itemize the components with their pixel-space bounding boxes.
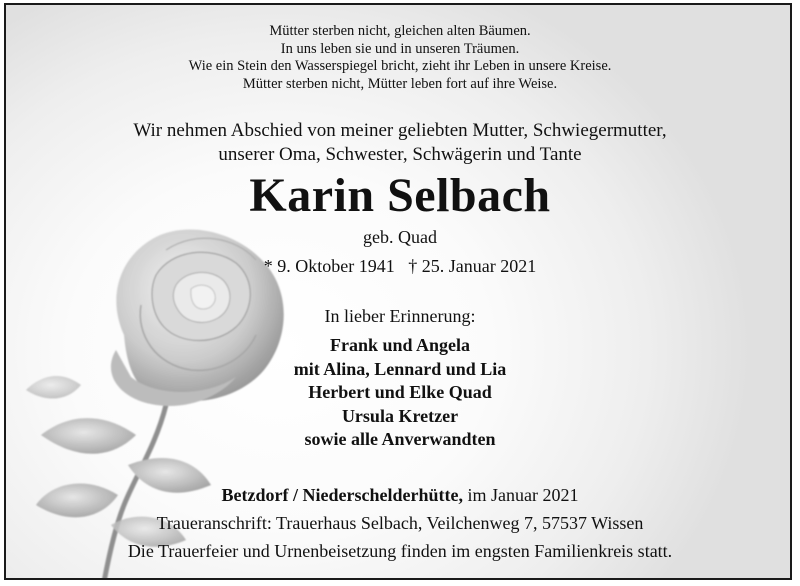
mourner-line: Herbert und Elke Quad xyxy=(308,382,492,402)
poem-line: Mütter sterben nicht, Mütter leben fort auf ihre Weise. xyxy=(242,75,558,92)
mourner-line: Frank und Angela xyxy=(329,335,471,355)
mourner-line: sowie alle Anverwandten xyxy=(304,429,496,449)
ceremony-note: Die Trauerfeier und Urnenbeisetzung finden im engsten Familienkreis statt. xyxy=(127,541,673,561)
intro-line: Wir nehmen Abschied von meiner geliebten Mutter, Schwiegermutter, xyxy=(133,120,667,141)
place-date xyxy=(6,484,792,506)
memory-label: In lieber Erinnerung: xyxy=(324,306,476,326)
place-location: Betzdorf / Niederschelderhütte, xyxy=(221,485,463,505)
poem-line: Wie ein Stein den Wasserspiegel bricht, zieht ihr Leben in unsere Kreise. xyxy=(188,58,612,74)
place-date-text: im Januar 2021 xyxy=(462,485,579,505)
poem-line: Mütter sterben nicht, gleichen alten Bäumen. xyxy=(269,23,531,39)
poem-line: In uns leben sie und in unseren Träumen. xyxy=(280,40,520,57)
maiden-name: geb. Quad xyxy=(363,227,437,247)
mourner-line: mit Alina, Lennard und Lia xyxy=(293,358,507,379)
intro-line: unserer Oma, Schwester, Schwägerin und Tante xyxy=(218,144,582,165)
poem xyxy=(6,23,792,93)
mourning-address: Traueranschrift: Trauerhaus Selbach, Veilchenweg 7, 57537 Wissen xyxy=(156,513,644,533)
deceased-name: Karin Selbach xyxy=(249,169,551,222)
obituary-card xyxy=(4,3,792,580)
life-dates xyxy=(6,255,792,277)
farewell-intro xyxy=(6,119,792,167)
life-dates-text: * 9. Oktober 1941 † 25. Januar 2021 xyxy=(263,256,537,276)
mourner-line: Ursula Kretzer xyxy=(341,405,459,426)
mourners-list xyxy=(6,334,792,452)
